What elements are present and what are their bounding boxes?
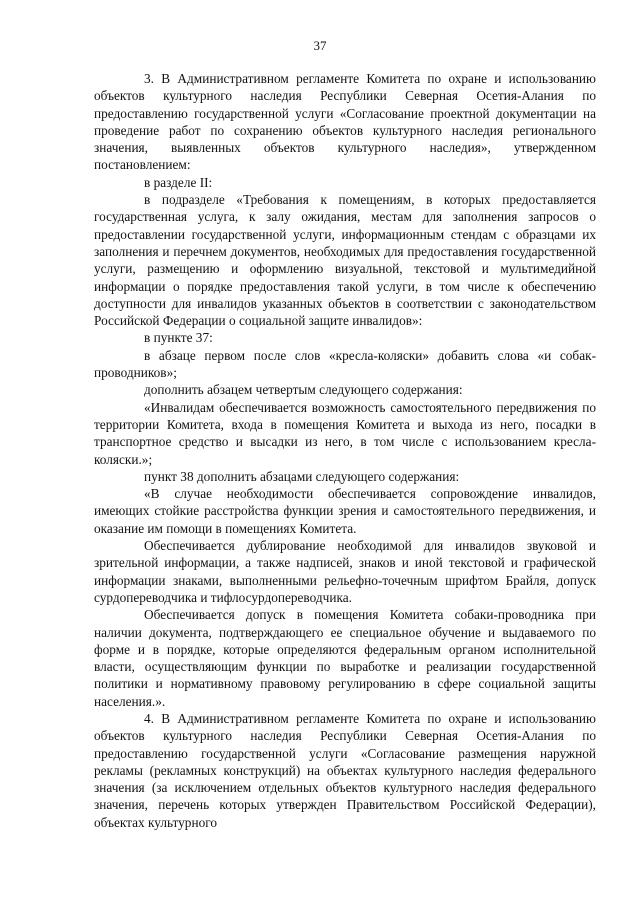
- paragraph-first-abzac: в абзаце первом после слов «кресла-коляски» добавить слова «и собак-проводников»;: [94, 347, 596, 381]
- paragraph-section-2: в разделе II:: [144, 174, 213, 190]
- page-number: 37: [313, 38, 327, 53]
- paragraph-quote-invalids: «Инвалидам обеспечивается возможность самостоятельного передвижения по территории Комитета, входа в помещения Комитета и выхода из него, посадки в транспортное средство и высадки из него, в том числе с использованием кресла-коляски.»;: [94, 399, 596, 467]
- paragraph-duplication: Обеспечивается дублирование необходимой для инвалидов звуковой и зрительной информации, а также надписей, знаков и иной текстовой и графической информации знаками, выполненными рельефно-точечным шрифтом Брайля, допуск сурдопереводчика и тифлосурдопереводчика.: [94, 538, 596, 605]
- paragraph-item-3: 3. В Административном регламенте Комитета по охране и использованию объектов культурного наследия Республики Северная Осетия-Алания по предоставлению государственной услуги «Согласование проектной документации на проведение работ по сохранению объектов культурного наследия регионального значения, выявленных объектов культурного наследия», утвержденном постановлением:: [94, 71, 596, 173]
- paragraph-subsection-requirements: в подразделе «Требования к помещениям, в которых предоставляется государственная услуга, к залу ожидания, местам для заполнения запросов о предоставлении государственной услуги, информационным стендам с образцами их заполнения и перечнем документов, необходимых для предоставления государственной услуги, размещению и оформлению визуальной, текстовой и мультимедийной информации о порядке предоставления такой услуги, в том числе к обеспечению доступности для инвалидов указанных объектов в соответствии с законодательством Российской Федерации о социальной защите инвалидов»:: [94, 192, 596, 329]
- paragraph-guide-dog: Обеспечивается допуск в помещения Комитета собаки-проводника при наличии документа, подтверждающего ее специальное обучение и выдаваемого по форме и в порядке, которые определяются федеральным органом исполнительной власти, осуществляющим функции по выработке и реализации государственной политики и нормативному правовому регулированию в сфере социальной защиты населения.».: [94, 607, 596, 709]
- paragraph-add-fourth-abzac: дополнить абзацем четвертым следующего содержания:: [144, 382, 463, 398]
- paragraph-point-38: пункт 38 дополнить абзацами следующего содержания:: [144, 468, 460, 484]
- paragraph-item-4: 4. В Административном регламенте Комитета по охране и использованию объектов культурного наследия Республики Северная Осетия-Алания по предоставлению государственной услуги «Согласование размещения наружной рекламы (рекламных конструкций) на объектах культурного наследия федерального значения (за исключением отдельных объектов культурного наследия федерального значения, перечень которых утвержден Правительством Российской Федерации), объектах культурного: [94, 710, 596, 830]
- paragraph-quote-escort: «В случае необходимости обеспечивается сопровождение инвалидов, имеющих стойкие расстройства функции зрения и самостоятельного передвижения, и оказание им помощи в помещениях Комитета.: [94, 486, 596, 536]
- paragraph-point-37: в пункте 37:: [144, 330, 213, 346]
- document-body: [94, 70, 596, 831]
